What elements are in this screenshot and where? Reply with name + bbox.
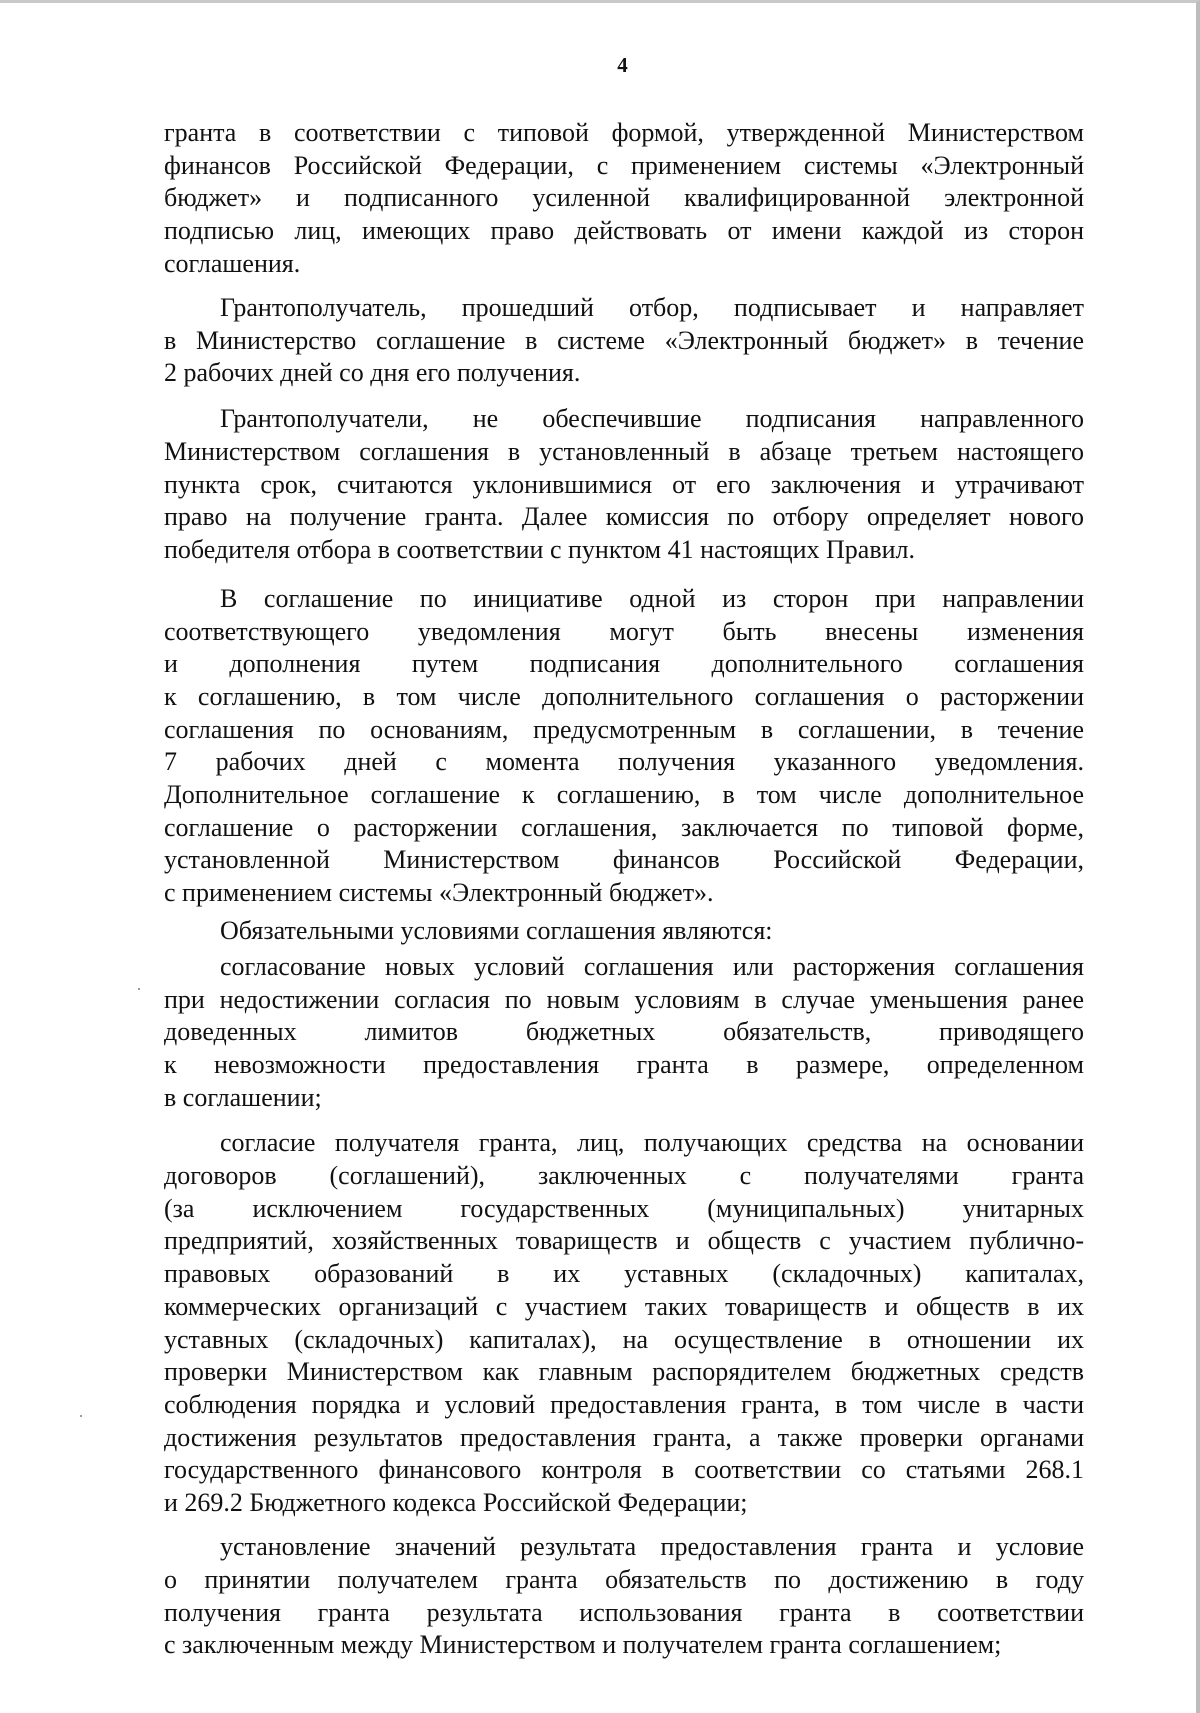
text-line: Грантополучатель, прошедший отбор, подписывает и направляет [220, 292, 1084, 322]
text-line: соответствующего уведомления могут быть внесены изменения [164, 616, 1084, 646]
paragraph [164, 292, 1084, 390]
paragraph [164, 915, 1084, 948]
text-line: о принятии получателем гранта обязательств по достижению в году [164, 1564, 1084, 1594]
text-line: 7 рабочих дней с момента получения указанного уведомления. [164, 747, 1084, 777]
text-line: государственного финансового контроля в соответствии со статьями 268.1 [164, 1455, 1084, 1485]
text-line: победителя отбора в соответствии с пунктом 41 настоящих Правил. [164, 534, 915, 564]
text-line: при недостижении согласия по новым условиям в случае уменьшения ранее [164, 984, 1084, 1014]
text-line: пункта срок, считаются уклонившимися от его заключения и утрачивают [164, 469, 1084, 499]
text-line: соглашения. [164, 248, 301, 278]
paragraph [164, 117, 1084, 280]
paragraph [164, 951, 1084, 1114]
paragraph [164, 1531, 1084, 1662]
paragraph [164, 1127, 1084, 1519]
text-line: с применением системы «Электронный бюджет». [164, 878, 714, 908]
text-line: проверки Министерством как главным распорядителем бюджетных средств [164, 1357, 1084, 1387]
text-line: достижения результатов предоставления гранта, а также проверки органами [164, 1422, 1084, 1452]
text-line: Обязательными условиями соглашения являются: [220, 915, 773, 945]
text-line: (за исключением государственных (муниципальных) унитарных [164, 1193, 1084, 1223]
page-number: 4 [617, 53, 628, 77]
text-line: договоров (соглашений), заключенных с получателями гранта [164, 1161, 1084, 1191]
text-line: в Министерство соглашение в системе «Электронный бюджет» в течение [164, 325, 1084, 355]
text-line: предприятий, хозяйственных товариществ и обществ с участием публично- [164, 1226, 1084, 1256]
text-line: гранта в соответствии с типовой формой, утвержденной Министерством [164, 118, 1084, 147]
text-line: в соглашении; [164, 1082, 322, 1112]
text-line: установленной Министерством финансов Российской Федерации, [164, 845, 1084, 875]
text-line: коммерческих организаций с участием таких товариществ и обществ в их [164, 1291, 1084, 1321]
text-line: бюджет» и подписанного усиленной квалифицированной электронной [164, 183, 1084, 213]
text-line: уставных (складочных) капиталах), на осуществление в отношении их [164, 1324, 1084, 1354]
text-line: соглашения по основаниям, предусмотренным в соглашении, в течение [164, 714, 1084, 744]
text-line: получения гранта результата использования гранта в соответствии [164, 1597, 1084, 1627]
text-line: подписью лиц, имеющих право действовать от имени каждой из сторон [164, 216, 1084, 246]
text-line: и 269.2 Бюджетного кодекса Российской Федерации; [164, 1487, 748, 1517]
text-line: установление значений результата предоставления гранта и условие [220, 1532, 1084, 1562]
text-line: согласование новых условий соглашения или расторжения соглашения [220, 951, 1084, 981]
text-line: согласие получателя гранта, лиц, получающих средства на основании [220, 1128, 1084, 1158]
text-line: правовых образований в их уставных (складочных) капиталах, [164, 1259, 1084, 1289]
text-line: Грантополучатели, не обеспечившие подписания направленного [220, 404, 1084, 434]
text-line: 2 рабочих дней со дня его получения. [164, 358, 581, 388]
text-line: В соглашение по инициативе одной из сторон при направлении [220, 583, 1084, 613]
text-line: к невозможности предоставления гранта в размере, определенном [164, 1049, 1084, 1079]
text-line: Дополнительное соглашение к соглашению, в том числе дополнительное [164, 780, 1084, 810]
paragraph [164, 583, 1084, 910]
text-line: финансов Российской Федерации, с применением системы «Электронный [164, 150, 1084, 180]
text-line: соглашение о расторжении соглашения, заключается по типовой форме, [164, 812, 1084, 842]
text-line: доведенных лимитов бюджетных обязательств, приводящего [164, 1017, 1084, 1047]
text-line: право на получение гранта. Далее комиссия по отбору определяет нового [164, 502, 1084, 532]
scan-margin-mark [80, 1415, 82, 1417]
text-line: и дополнения путем подписания дополнительного соглашения [164, 649, 1084, 679]
text-line: к соглашению, в том числе дополнительного соглашения о расторжении [164, 682, 1084, 712]
scan-margin-mark [138, 988, 140, 990]
paragraph [164, 403, 1084, 566]
text-line: с заключенным между Министерством и получателем гранта соглашением; [164, 1630, 1002, 1660]
text-line: Министерством соглашения в установленный в абзаце третьем настоящего [164, 436, 1084, 466]
text-line: соблюдения порядка и условий предоставления гранта, в том числе в части [164, 1389, 1084, 1419]
